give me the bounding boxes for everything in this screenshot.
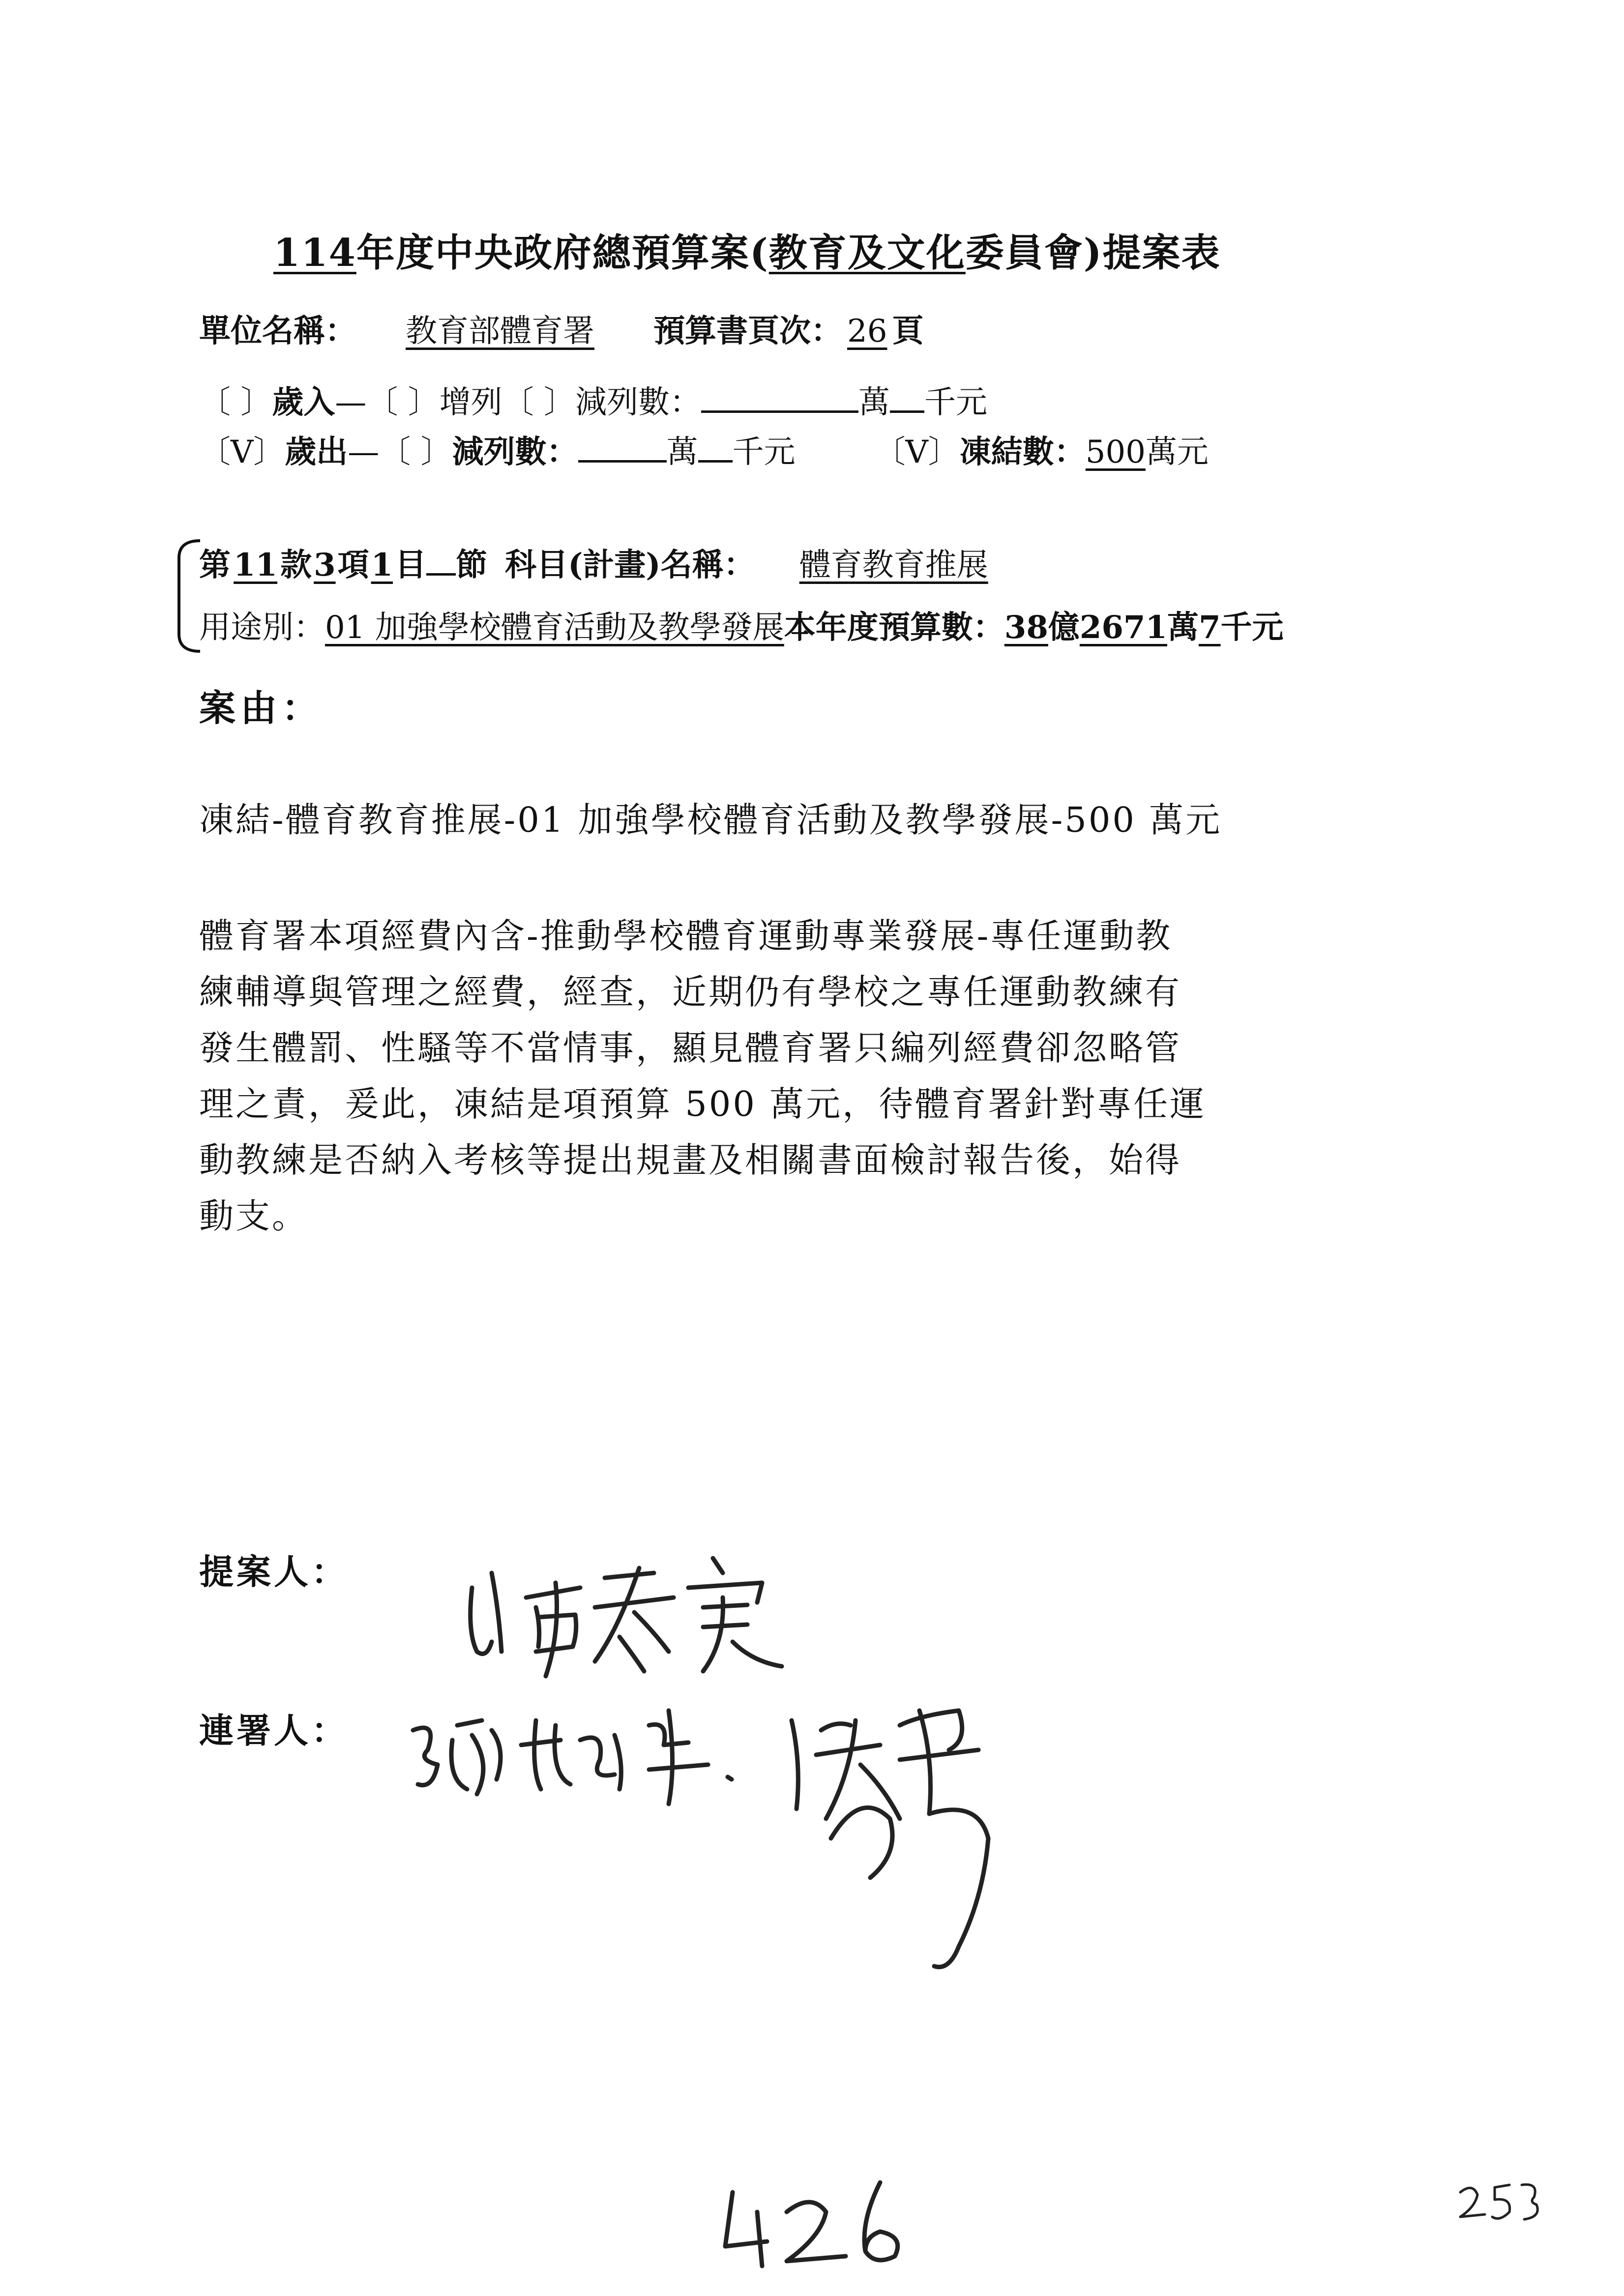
- proposer-signature: [457, 1534, 801, 1681]
- expense-wan-blank: [578, 460, 667, 463]
- budget-wan-number: 2671: [1079, 609, 1167, 646]
- page-value: 26: [847, 313, 887, 349]
- xiang-label: 項: [337, 547, 369, 583]
- revenue-qian-unit: 千元: [924, 384, 988, 421]
- reason-body-line-4: 理之責，爰此，凍結是項預算 500 萬元，待體育署針對專任運: [199, 1084, 1207, 1124]
- expense-dash: —: [348, 434, 380, 470]
- revenue-label: 歲入: [272, 384, 335, 421]
- jie-label: 節: [456, 547, 488, 583]
- revenue-wan-blank: [701, 410, 858, 413]
- mu-number: 1: [371, 547, 393, 583]
- revenue-dash: —: [335, 384, 367, 421]
- subject-line: [199, 540, 1028, 585]
- unit-label: 單位名稱：: [199, 313, 356, 349]
- revenue-line: [199, 377, 987, 422]
- reason-body-line-3: 發生體罰、性騷等不當情事，顯見體育署只編列經費卻忽略管: [199, 1028, 1181, 1068]
- reason-body-line-6: 動支。: [199, 1196, 308, 1236]
- proposer-label: 提案人：: [199, 1551, 349, 1592]
- expense-decrease-checkbox: 〔 〕: [379, 434, 452, 470]
- revenue-checkbox: 〔 〕: [199, 384, 272, 421]
- budget-wan-unit: 萬: [1167, 609, 1199, 646]
- reason-body-line-1: 體育署本項經費內含-推動學校體育運動專業發展-專任運動教: [199, 916, 1173, 956]
- form-title: [273, 222, 1221, 277]
- increase-label: 增列: [439, 384, 502, 421]
- budget-qian-number: 7: [1198, 609, 1221, 646]
- page-suffix: 頁: [892, 313, 924, 349]
- xiang-number: 3: [314, 547, 336, 583]
- mu-label: 目: [395, 547, 427, 583]
- revenue-qian-blank: [890, 410, 924, 413]
- di-label: 第: [199, 547, 231, 583]
- reason-summary: 凍結-體育教育推展-01 加強學校體育活動及教學發展-500 萬元: [199, 800, 1222, 840]
- cosigner-signature-2: [772, 1691, 1047, 1986]
- jie-blank: [426, 573, 456, 576]
- reason-body-line-5: 動教練是否納入考核等提出規畫及相關書面檢討報告後，始得: [199, 1140, 1181, 1180]
- title-text-2: 委員會)提案表: [965, 231, 1221, 275]
- freeze-label: 凍結數：: [959, 434, 1086, 470]
- subject-label: 科目(計畫)名稱：: [505, 547, 755, 583]
- expense-checkbox: 〔V〕: [199, 434, 285, 470]
- corner-number-handwritten: [1450, 2173, 1559, 2232]
- freeze-checkbox: 〔V〕: [874, 434, 960, 470]
- reason-body-line-2: 練輔導與管理之經費，經查，近期仍有學校之專任運動教練有: [199, 972, 1181, 1012]
- freeze-value: 500: [1085, 434, 1146, 470]
- freeze-unit: 萬元: [1145, 434, 1209, 470]
- page-label: 預算書頁次：: [653, 313, 842, 349]
- budget-yi-number: 38: [1004, 609, 1048, 646]
- usage-line: [199, 602, 1284, 647]
- expense-line: [199, 427, 1209, 472]
- budget-label: 本年度預算數：: [784, 609, 1004, 646]
- committee-name: 教育及文化: [768, 231, 966, 275]
- fiscal-year: 114: [273, 231, 356, 275]
- expense-wan-unit: 萬: [666, 434, 698, 470]
- unit-line: [199, 306, 923, 351]
- title-text-1: 年度中央政府總預算案(: [356, 231, 769, 275]
- expense-qian-unit: 千元: [732, 434, 796, 470]
- cosigner-label: 連署人：: [199, 1710, 349, 1751]
- unit-value: 教育部體育署: [406, 313, 594, 349]
- increase-checkbox: 〔 〕: [366, 384, 440, 421]
- usage-label: 用途別：: [199, 610, 325, 646]
- revenue-wan-unit: 萬: [858, 384, 890, 421]
- budget-qian-unit: 千元: [1220, 609, 1284, 646]
- kuan-label: 款: [280, 547, 312, 583]
- bracket-brace: [173, 538, 203, 654]
- revenue-decrease-label: 減列數：: [575, 384, 702, 421]
- subject-value: 體育教育推展: [799, 547, 988, 583]
- decrease-checkbox: 〔 〕: [502, 384, 576, 421]
- expense-decrease-label: 減列數：: [452, 434, 578, 470]
- expense-label: 歲出: [285, 434, 348, 470]
- kuan-number: 11: [234, 547, 278, 583]
- usage-value: 01 加強學校體育活動及教學發展: [325, 610, 784, 646]
- reason-label: 案由：: [199, 687, 323, 729]
- budget-yi-unit: 億: [1048, 609, 1080, 646]
- expense-qian-blank: [698, 460, 733, 463]
- page-number-handwritten: [713, 2173, 929, 2271]
- cosigner-signature-1: [393, 1691, 738, 1809]
